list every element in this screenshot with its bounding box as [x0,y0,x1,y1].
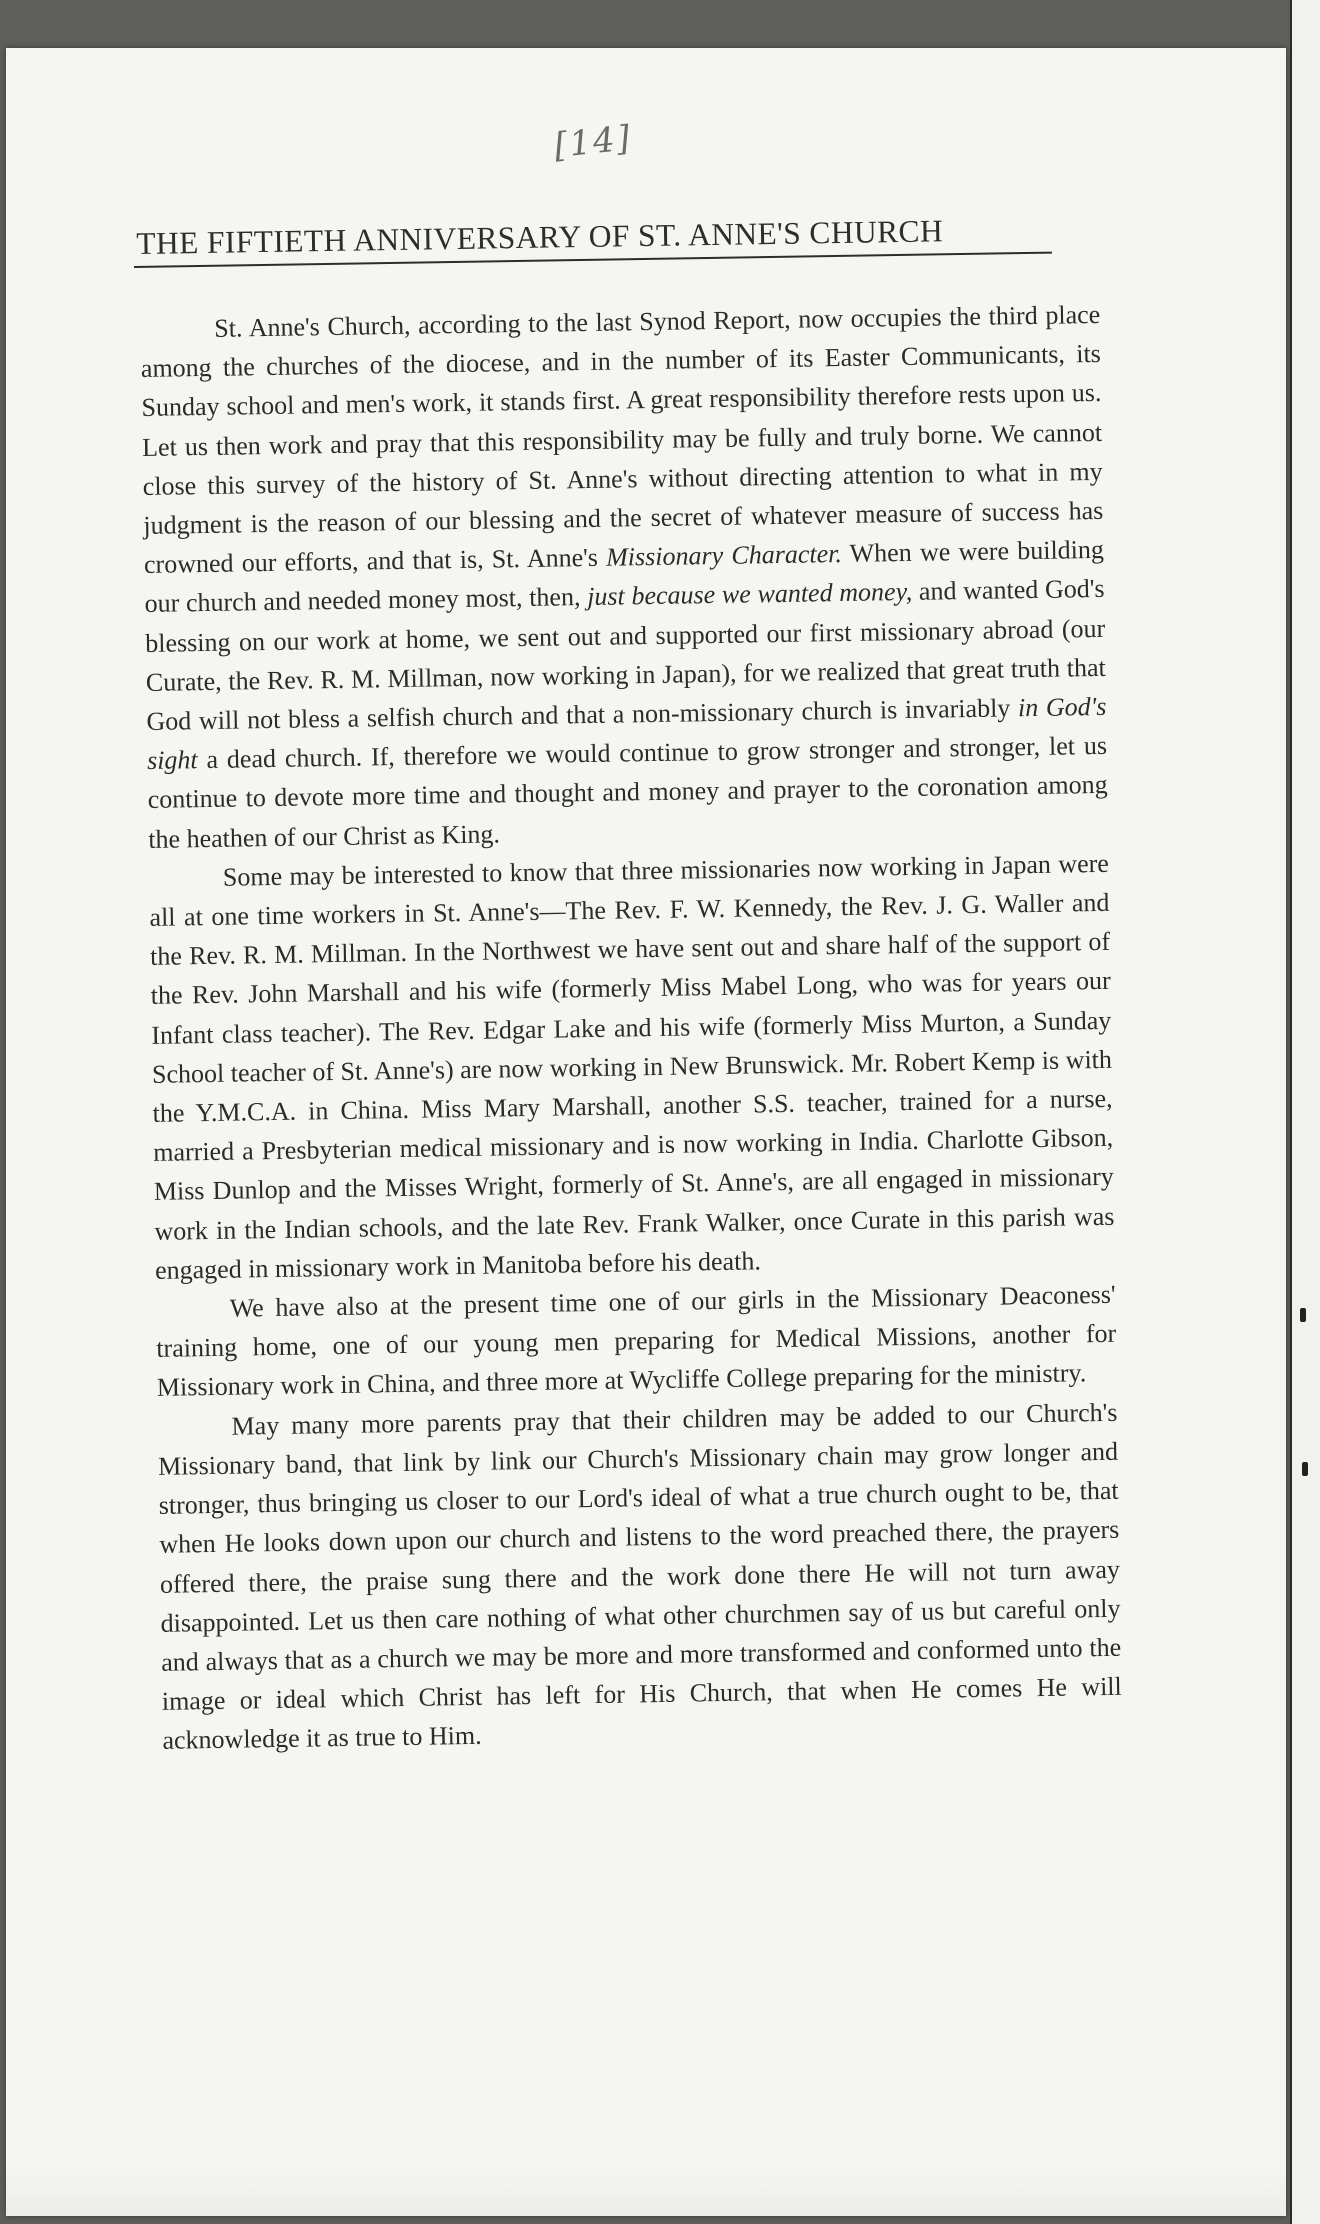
text-segment: St. Anne's Church, according to the last Synod Report, now occupies the third place among the churches of the diocese, and in the number of its Easter Communicants, its Sunday school and men's work, it stands first. A great responsibility therefore rests upon us. Let us then work and pray that this responsibility may be fully and truly borne. We cannot close this survey of the history of St. Anne's without directing attention to what in my judgment is the reason of our blessing and the secret of whatever measure of success has crowned our efforts, and that is, St. Anne's [140,299,1104,580]
adjacent-page-edge [1290,0,1320,2224]
page-number: [14] [552,118,634,167]
text-segment: Some may be interested to know that three missionaries now working in Japan were all at one time workers in St. Anne's—The Rev. F. W. Kennedy, the Rev. J. G. Waller and the Rev. R. M. Millman. In the Northwest we have sent out and share half of the support of the Rev. John Marshall and his wife (formerly Miss Mabel Long, who was for years our Infant class teacher). The Rev. Edgar Lake and his wife (formerly Miss Murton, a Sunday School teacher of St. Anne's) are now working in New Brunswick. Mr. Robert Kemp is with the Y.M.C.A. in China. Miss Mary Marshall, another S.S. teacher, trained for a nurse, married a Presbyterian medical missionary and is now working in India. Charlotte Gibson, Miss Dunlop and the Misses Wright, formerly of St. Anne's, are all engaged in missionary work in the Indian schools, and the late Rev. Frank Walker, once Curate in this parish was engaged in missionary work in Manitoba before his death. [149,848,1115,1285]
text-segment: a dead church. If, therefore we would continue to grow stronger and stronger, let us continue to devote more time and thought and money and prayer to the coronation among the heathen of our Christ as King. [147,731,1108,854]
italic-text-segment: in God's sight [146,691,1107,776]
page-bottom-margin [6,2168,1286,2216]
text-segment: and wanted God's blessing on our work at home, we sent out and supported our first missionary abroad (our Curate, the Rev. R. M. Millman, now working in Japan), for we realized that great truth that God will not bless a selfish church and that a non-missionary church is invariably [145,574,1106,736]
text-segment: May many more parents pray that their children may be added to our Church's Missionary band, that link by link our Church's Missionary chain may grow longer and stronger, thus bringing us closer to our Lord's ideal of what a true church ought to be, that when He looks down upon our church and listens to the word preached there, the prayers offered there, the praise sung there and the work done there He will not turn away disappointed. Let us then care nothing of what other churchmen say of us but careful only and always that as a church we may be more and more transformed and conformed unto the image or ideal which Christ has left for His Church, that when He comes He will acknowledge it as true to Him. [157,1397,1122,1756]
body-text [140,295,1123,1760]
paragraph [155,1275,1117,1408]
page-title: THE FIFTIETH ANNIVERSARY OF ST. ANNE'S CHURCH [136,213,944,261]
document-page [6,48,1286,2216]
italic-text-segment: Missionary Character. [605,539,843,572]
text-segment: We have also at the present time one of our girls in the Missionary Deaconess' training home, one of our young men preparing for Medical Missions, another for Missionary work in China, and three more at Wycliffe College preparing for the ministry. [156,1279,1117,1403]
paragraph [149,844,1116,1290]
italic-text-segment: just because we wanted money, [586,577,913,612]
edge-speck [1302,1462,1308,1476]
paragraph [157,1392,1122,1760]
edge-speck [1300,1308,1306,1322]
text-segment: When we were building our church and needed money most, then, [144,535,1105,619]
paragraph [140,295,1109,859]
